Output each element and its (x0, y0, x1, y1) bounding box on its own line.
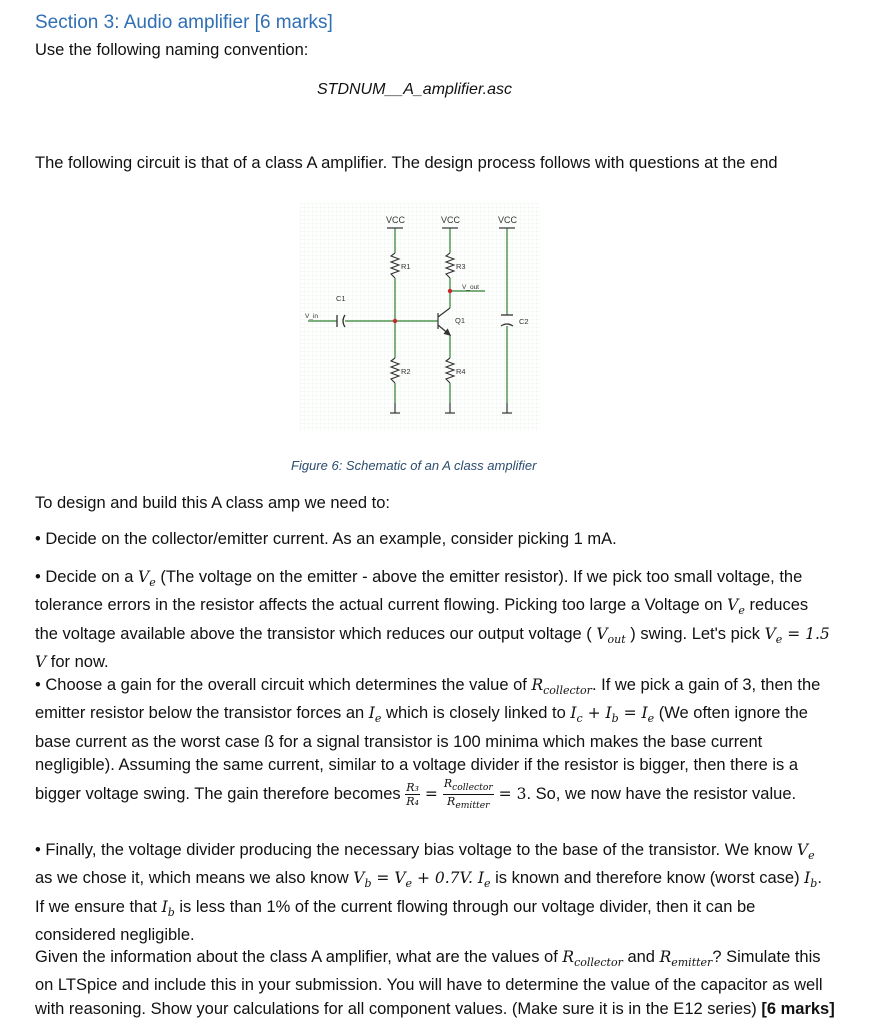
r4-label: R4 (456, 367, 466, 376)
file-name: STDNUM__A_amplifier.asc (317, 81, 513, 98)
bullet-emitter-voltage: • Decide on a $V_e$ (The voltage on the emitter - above the emitter resistor). If we pick too small voltage, the tolerance errors in the resistor affects the actual current flowing. Picking too large a Voltage on $V_e$ reduces the voltage available above the transistor which reduces our output voltage ( $V_{out}$ ) swing. Let's pick $V_e = 1.5$ V for now. (35, 568, 830, 671)
b1-text: Decide on the collector/emitter current. As an example, consider picking 1 mA. (45, 530, 617, 548)
math-vb: $V_b = V_e + 0.7V$. $I_e$ (353, 869, 491, 891)
bullet-mark: • (35, 568, 41, 586)
amplifier-schematic (300, 203, 540, 431)
design-intro: To design and build this A class amp we need to: (35, 494, 390, 512)
collector-junction (448, 289, 452, 293)
r2-label: R2 (401, 367, 411, 376)
vcc2-label: VCC (441, 215, 461, 225)
math-rcollector: $R_{collector}$ (531, 676, 592, 698)
math-ie: $I_e$ (368, 704, 382, 726)
math-ib: $I_b$ (804, 869, 818, 891)
base-junction (393, 319, 397, 323)
r3-label: R3 (456, 262, 466, 271)
grid-background (300, 203, 540, 431)
bullet-current (35, 528, 835, 551)
vout-label: V_out (462, 284, 479, 291)
r1-label: R1 (401, 262, 411, 271)
final-question: Given the information about the class A amplifier, what are the values of $R_{collector}$ and $R_{emitter}$? Simulate this on LTSpice and include this in your submission. You will have to determine the value of the capacitor as well with reasoning. Show your calculations for all component values. (Make sure it is in the E12 series) [6 marks] (35, 948, 835, 1018)
bullet-mark: • (35, 676, 41, 694)
q1-label: Q1 (455, 316, 466, 325)
bullet-mark: • (35, 841, 41, 859)
math-rcollector: $R_{collector}$ (562, 948, 623, 970)
vin-label: V_in (305, 313, 319, 320)
math-vout: $V_{out}$ (596, 624, 626, 646)
gain-value: = 3 (493, 785, 527, 804)
c1-label: C1 (336, 294, 346, 303)
math-ib: $I_b$ (161, 897, 175, 919)
intro-text: The following circuit is that of a class A amplifier. The design process follows with questions at the end (35, 154, 778, 172)
math-remitter: $R_{emitter}$ (659, 948, 713, 970)
bullet-gain: • Choose a gain for the overall circuit which determines the value of $R_{collector}$. If we pick a gain of 3, then the emitter resistor below the transistor forces an $I_e$ which is closely linked to $I_c + I_b = I_e$ (We often ignore the base current as the worst case ß for a signal transistor is 100 minima which makes the base current negligible). Assuming the same current, similar to a voltage divider if the resistor is bigger, then there is a bigger voltage swing. The gain therefore becomes $\frac{\text{R₃}}{\text{R₄}}$ = $\frac{R_{collector}}{R_{emitter}}$ = 3. So, we now have the resistor value. (35, 676, 821, 812)
c2-label: C2 (519, 317, 529, 326)
bullet-mark: • (35, 530, 41, 548)
math-ve: $V_e$ (138, 568, 156, 590)
bullet-bias: • Finally, the voltage divider producing the necessary bias voltage to the base of the transistor. We know $V_e$ as we chose it, which means we also know $V_b = V_e + 0.7V$. $I_e$ is known and therefore know (worst case) $I_b$. If we ensure that $I_b$ is less than 1% of the current flowing through our voltage divider, then it can be considered negligible. (35, 841, 822, 944)
gain-fraction-rc-re: $\frac{R_{collector}}{R_{emitter}}$ (443, 777, 493, 812)
figure-caption: Figure 6: Schematic of an A class amplifier (291, 458, 537, 473)
gain-fraction-r3-r4: $\frac{\text{R₃}}{\text{R₄}}$ (406, 781, 419, 809)
naming-instruction: Use the following naming convention: (35, 41, 309, 59)
vcc1-label: VCC (386, 215, 406, 225)
section-heading: Section 3: Audio amplifier [6 marks] (35, 12, 333, 33)
math-ve: $V_e$ (796, 841, 815, 863)
vcc3-label: VCC (498, 215, 518, 225)
math-current-sum: $I_c + I_b = I_e$ (570, 704, 655, 726)
math-ve-value: $V_e = 1.5$ V (35, 624, 830, 671)
math-ve: $V_e$ (727, 596, 745, 618)
marks-label: [6 marks] (761, 999, 835, 1018)
